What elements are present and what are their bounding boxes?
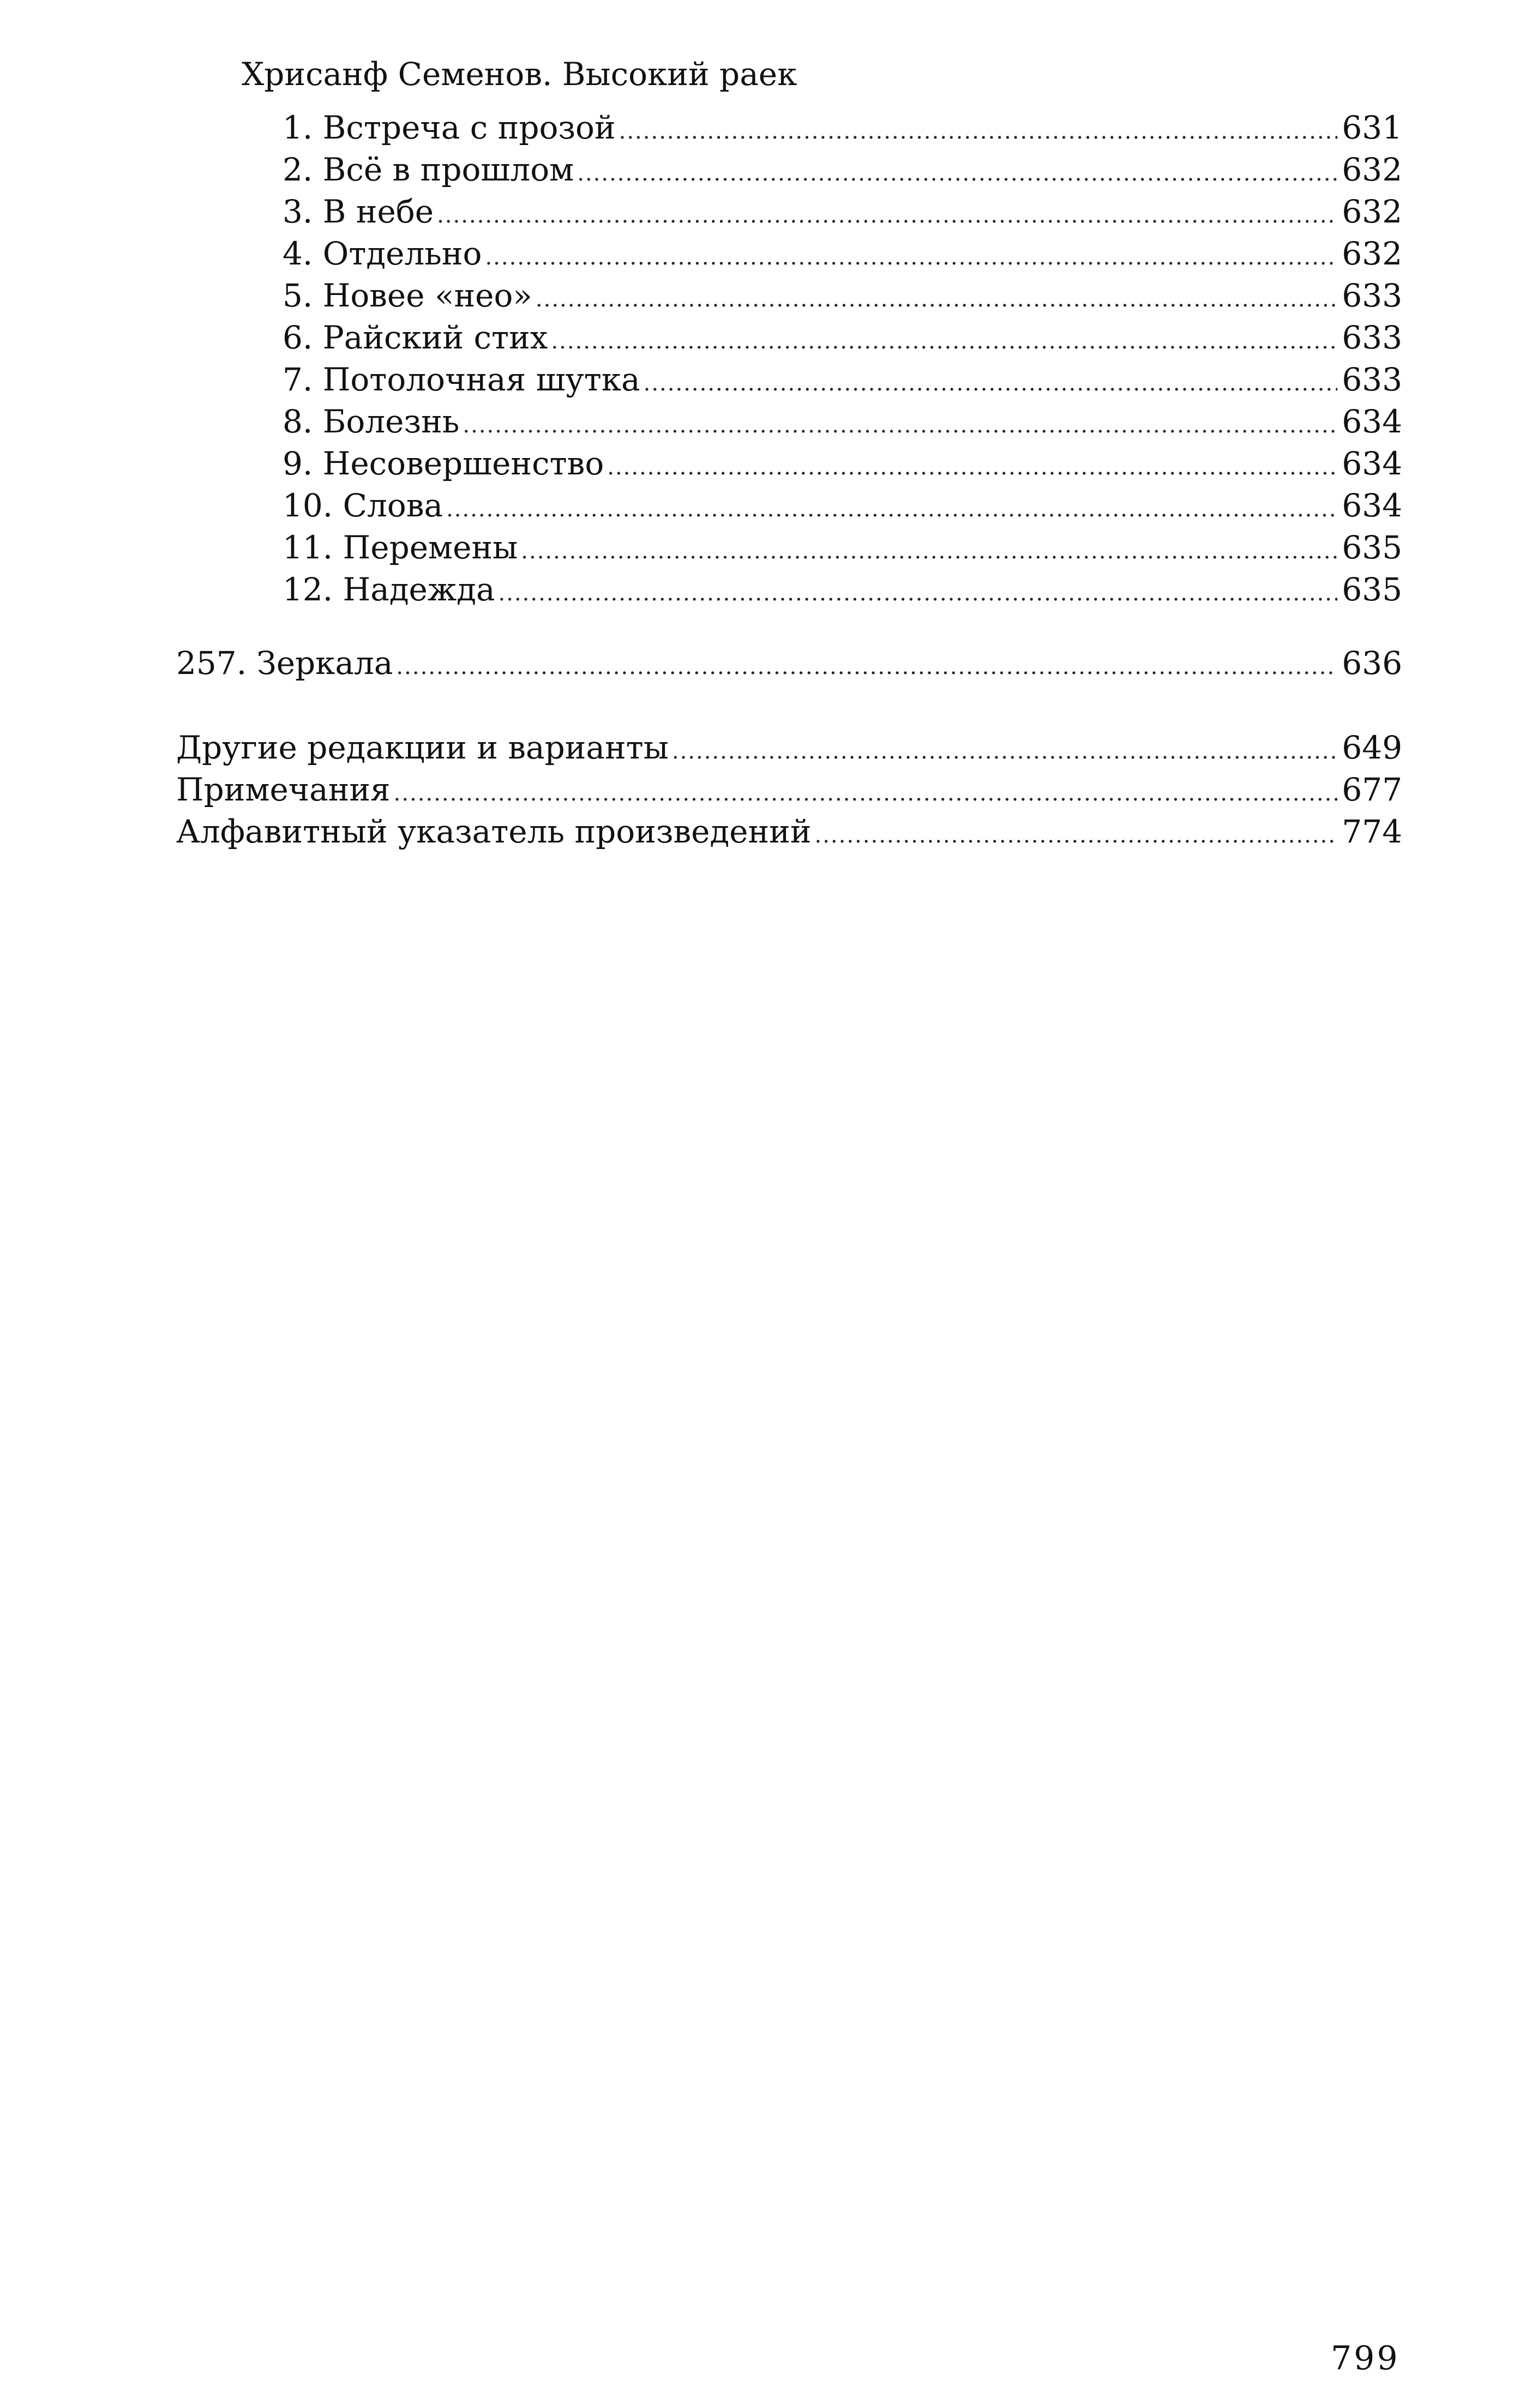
dot-leader xyxy=(463,405,1337,447)
appendix-list xyxy=(176,727,1402,853)
toc-entry-label: Другие редакции и варианты xyxy=(176,729,669,766)
toc-entry-label: 9. Несовершенство xyxy=(283,445,604,482)
dot-leader xyxy=(536,279,1337,321)
toc-entry-label: 5. Новее «нео» xyxy=(283,277,532,314)
dot-leader xyxy=(814,815,1337,857)
toc-entry-label: Алфавитный указатель произведений xyxy=(176,813,812,850)
toc-entry-label: 3. В небе xyxy=(283,193,434,230)
toc-entry-page: 631 xyxy=(1342,109,1402,146)
section-items-list xyxy=(283,107,1402,611)
toc-entry[interactable] xyxy=(176,727,1402,769)
dot-leader xyxy=(644,363,1338,405)
toc-entry[interactable] xyxy=(283,275,1402,317)
toc-entry-page: 634 xyxy=(1342,445,1402,482)
toc-entry-label: 7. Потолочная шутка xyxy=(283,361,640,398)
toc-entry[interactable] xyxy=(283,443,1402,485)
toc-entry-page: 649 xyxy=(1342,729,1402,766)
dot-leader xyxy=(485,237,1337,279)
toc-entry[interactable] xyxy=(283,191,1402,233)
toc-entry[interactable] xyxy=(283,107,1402,149)
toc-entry-label: 8. Болезнь xyxy=(283,403,460,440)
toc-entry-label: 4. Отдельно xyxy=(283,235,482,272)
poem-entry-list xyxy=(176,642,1402,684)
toc-entry-page: 634 xyxy=(1342,487,1402,524)
dot-leader xyxy=(437,195,1337,237)
toc-entry-page: 632 xyxy=(1342,235,1402,272)
dot-leader xyxy=(577,153,1337,195)
toc-entry-page: 635 xyxy=(1342,529,1402,566)
toc-entry[interactable] xyxy=(283,317,1402,359)
toc-entry[interactable] xyxy=(283,485,1402,527)
section-title: Хрисанф Семенов. Высокий раек xyxy=(242,56,797,93)
toc-entry-page: 635 xyxy=(1342,571,1402,608)
toc-entry-label: 11. Перемены xyxy=(283,529,518,566)
dot-leader xyxy=(394,773,1338,815)
dot-leader xyxy=(607,447,1337,489)
dot-leader xyxy=(499,573,1338,615)
toc-entry[interactable] xyxy=(176,811,1402,853)
toc-entry-page: 636 xyxy=(1342,645,1402,682)
toc-entry-label: 12. Надежда xyxy=(283,571,495,608)
toc-entry[interactable] xyxy=(283,569,1402,611)
dot-leader xyxy=(672,731,1337,773)
toc-entry-label: 2. Всё в прошлом xyxy=(283,151,574,188)
toc-entry-label: 6. Райский стих xyxy=(283,319,548,356)
page-number: 799 xyxy=(1331,2339,1400,2377)
toc-entry-label: Примечания xyxy=(176,771,391,808)
toc-entry-page: 677 xyxy=(1342,771,1402,808)
toc-entry[interactable] xyxy=(283,149,1402,191)
toc-entry-label: 1. Встреча с прозой xyxy=(283,109,616,146)
toc-entry[interactable] xyxy=(283,401,1402,443)
toc-entry-page: 633 xyxy=(1342,319,1402,356)
toc-entry-page: 633 xyxy=(1342,361,1402,398)
toc-entry-page: 632 xyxy=(1342,151,1402,188)
toc-entry-page: 774 xyxy=(1342,813,1402,850)
toc-entry-page: 634 xyxy=(1342,403,1402,440)
toc-entry-page: 633 xyxy=(1342,277,1402,314)
dot-leader xyxy=(551,321,1337,363)
toc-entry[interactable] xyxy=(283,233,1402,275)
toc-entry[interactable] xyxy=(176,642,1402,684)
toc-entry[interactable] xyxy=(283,359,1402,401)
toc-entry-label: 10. Слова xyxy=(283,487,443,524)
dot-leader xyxy=(446,489,1337,531)
toc-entry[interactable] xyxy=(283,527,1402,569)
toc-entry-label: 257. Зеркала xyxy=(176,645,393,682)
toc-entry[interactable] xyxy=(176,769,1402,811)
dot-leader xyxy=(396,646,1337,688)
dot-leader xyxy=(619,111,1338,153)
dot-leader xyxy=(521,531,1337,573)
toc-entry-page: 632 xyxy=(1342,193,1402,230)
